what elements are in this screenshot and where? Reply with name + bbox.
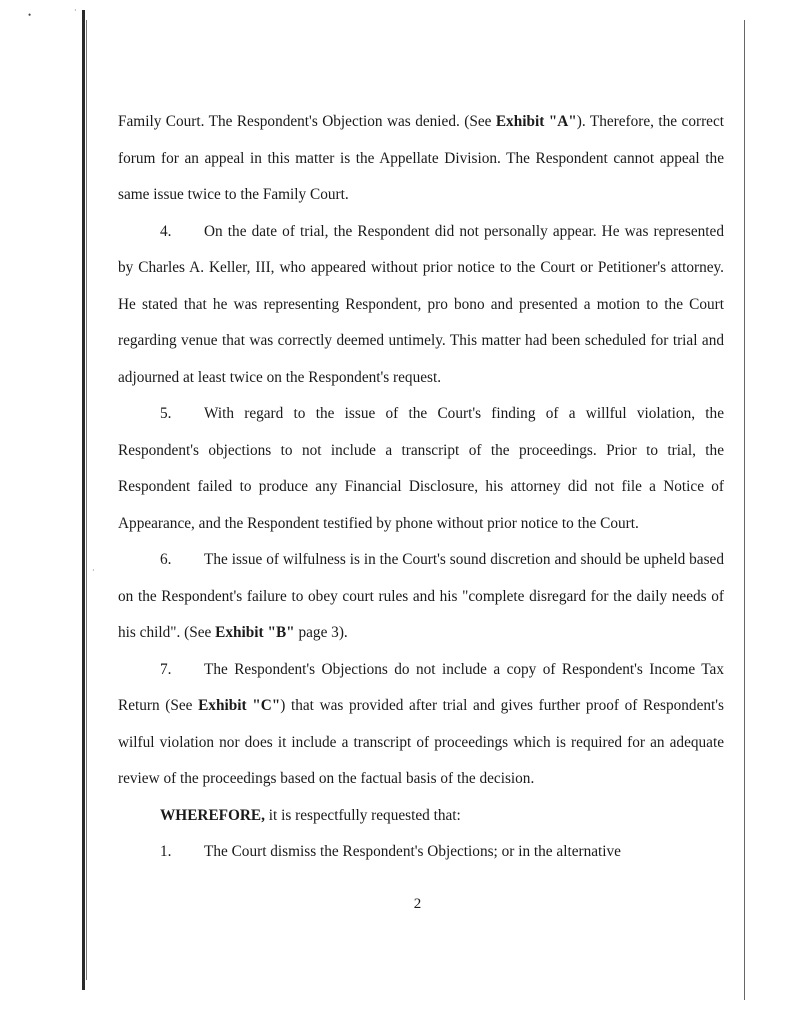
paragraph-6: 6. The issue of wilfulness is in the Court's sound discretion and should be upheld based on the Respondent's failure to obey court rules and his "complete disregard for the daily needs of his child". (See Exhibit "B" page 3). — [118, 542, 724, 652]
paragraph-number: 4. — [160, 222, 172, 240]
exhibit-b-reference: Exhibit "B" — [215, 624, 295, 641]
paragraph-intro: Family Court. The Respondent's Objection was denied. (See Exhibit "A"). Therefore, the correct forum for an appeal in this matter is the Appellate Division. The Respondent cannot appeal the same issue twice to the Family Court. — [118, 113, 724, 203]
scan-speck: · — [74, 6, 77, 15]
document-body — [118, 104, 724, 871]
paragraph-number: 7. — [160, 660, 172, 678]
scan-speck: · — [92, 566, 95, 575]
scan-speck: • — [28, 10, 32, 20]
exhibit-a-reference: Exhibit "A" — [495, 113, 577, 130]
request-number: 1. — [160, 843, 172, 860]
paragraph-4: 4. On the date of trial, the Respondent did not personally appear. He was represented by Charles A. Keller, III, who appeared without prior notice to the Court or Petitioner's attorney. He stated that he was representing Respondent, pro bono and presented a motion to the Court regarding venue that was correctly deemed untimely. This matter had been scheduled for trial and adjourned at least twice on the Respondent's request. — [118, 214, 724, 397]
request-item-1: 1. The Court dismiss the Respondent's Objections; or in the alternative — [118, 834, 724, 871]
paragraph-number: 6. — [160, 551, 172, 568]
right-margin-rule — [744, 20, 745, 1000]
wherefore-clause: WHEREFORE, it is respectfully requested that: — [160, 806, 461, 824]
page-number: 2 — [413, 896, 422, 912]
exhibit-c-reference: Exhibit "C" — [198, 697, 281, 714]
paragraph-5: 5. With regard to the issue of the Court's finding of a willful violation, the Respondent's objections to not include a transcript of the proceedings. Prior to trial, the Respondent failed to produce any Financial Disclosure, his attorney did not file a Notice of Appearance, and the Respondent testified by phone without prior notice to the Court. — [118, 396, 724, 542]
paragraph-7: 7. The Respondent's Objections do not include a copy of Respondent's Income Tax Return (See Exhibit "C") that was provided after trial and gives further proof of Respondent's wilful violation nor does it include a transcript of proceedings which is required for an adequate review of the proceedings based on the factual basis of the decision. — [118, 652, 724, 798]
left-margin-rule — [82, 10, 85, 990]
paragraph-number: 5. — [160, 405, 172, 422]
left-margin-rule-inner — [86, 20, 87, 980]
